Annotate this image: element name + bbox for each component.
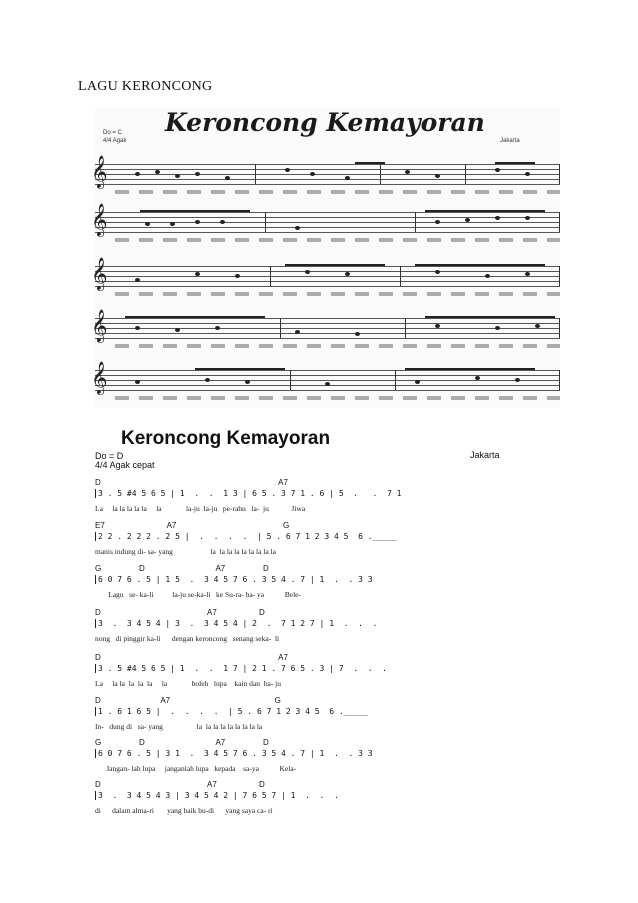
note-line: 2 2 . 2 2 2 . 2 5 | . . . . | 5 . 6 7 1 2 3 4 5 6 ._____ xyxy=(95,532,397,541)
lyric-line: Lagu se- ka-li la-ju se-ka-li ke Su-ra- ba- ya Bele- xyxy=(95,590,301,599)
score-meter: 4/4 Agak cepat xyxy=(95,460,155,470)
note-line: 3 . 3 4 5 4 3 | 3 4 5 4 2 | 7 6 5 7 | 1 . . . xyxy=(95,791,339,800)
chord-line: D A7 D xyxy=(95,780,265,789)
chord-line: G D A7 D xyxy=(95,738,269,747)
lyric-line: di dalam alma-ri yang baik bu-di yang saya ca- ri xyxy=(95,806,273,815)
score-system-8 xyxy=(95,780,560,820)
score-key: Do = D xyxy=(95,451,124,461)
numbered-score xyxy=(95,418,560,828)
treble-clef-icon: 𝄞 xyxy=(91,257,108,290)
chord-line: E7 A7 G xyxy=(95,521,290,530)
chord-line: G D A7 D xyxy=(95,564,269,573)
note-line: 1 . 6 1 6 5 | . . . . | 5 . 6 7 1 2 3 4 5 6 ._____ xyxy=(95,707,368,716)
treble-clef-icon: 𝄞 xyxy=(91,203,108,236)
note-line: 6 0 7 6 . 5 | 3 1 . 3 4 5 7 6 . 3 5 4 . 7 | 1 . . 3 3 xyxy=(95,749,373,758)
score-system-1 xyxy=(95,478,560,518)
staff-meter: 4/4 Agak xyxy=(103,138,127,144)
lyric-line: La la la la la la la la-ju la-ju pe-rahu la- ju Jiwa xyxy=(95,504,306,513)
staff-title: Keroncong Kemayoran xyxy=(165,108,485,137)
staff-key: Do = C xyxy=(103,130,122,136)
staff-origin: Jakarta xyxy=(500,138,520,144)
score-system-5 xyxy=(95,653,560,693)
staff-line-5 xyxy=(91,361,560,394)
staff-line-3 xyxy=(91,257,560,290)
score-title: Keroncong Kemayoran xyxy=(121,428,331,449)
chord-line: D A7 D xyxy=(95,608,265,617)
staff-line-1 xyxy=(91,155,560,188)
lyric-line: Jangan- lah lupa janganlah lupa kepada sa-ya Kela- xyxy=(95,764,297,773)
score-system-3 xyxy=(95,564,560,604)
score-system-6 xyxy=(95,696,560,736)
note-line: 6 0 7 6 . 5 | 1 5 . 3 4 5 7 6 . 3 5 4 . 7 | 1 . . 3 3 xyxy=(95,575,373,584)
staff-line-4 xyxy=(91,309,560,342)
staff-line-2 xyxy=(91,203,560,236)
treble-clef-icon: 𝄞 xyxy=(91,155,108,188)
treble-clef-icon: 𝄞 xyxy=(91,309,108,342)
chord-line: D A7 G xyxy=(95,696,281,705)
lyric-line: manis indung di- sa- yang la la la la la la la la la xyxy=(95,547,276,556)
document-heading: LAGU KERONCONG xyxy=(78,79,213,94)
lyric-line: La la la la la la la boleh lupa kain dan ba- ju xyxy=(95,679,281,688)
chord-line: D A7 xyxy=(95,653,288,662)
score-system-7 xyxy=(95,738,560,778)
lyric-line: In- dung di sa- yang la la la la la la la la la xyxy=(95,722,263,731)
note-line: 3 . 5 #4 5 6 5 | 1 . . 1 7 | 2 1 . 7 6 5 . 3 | 7 . . . xyxy=(95,664,387,673)
treble-clef-icon: 𝄞 xyxy=(91,361,108,394)
score-origin: Jakarta xyxy=(470,450,500,460)
note-line: 3 . 3 4 5 4 | 3 . 3 4 5 4 | 2 . 7 1 2 7 | 1 . . . xyxy=(95,619,377,628)
score-system-2 xyxy=(95,521,560,561)
staff-notation-image xyxy=(91,108,560,408)
lyric-line: nong di pinggir ka-li dengan keroncong senang seka- li xyxy=(95,634,280,643)
note-line: 3 . 5 #4 5 6 5 | 1 . . 1 3 | 6 5 . 3 7 1 . 6 | 5 . . 7 1 xyxy=(95,489,401,498)
chord-line: D A7 xyxy=(95,478,288,487)
score-system-4 xyxy=(95,608,560,648)
